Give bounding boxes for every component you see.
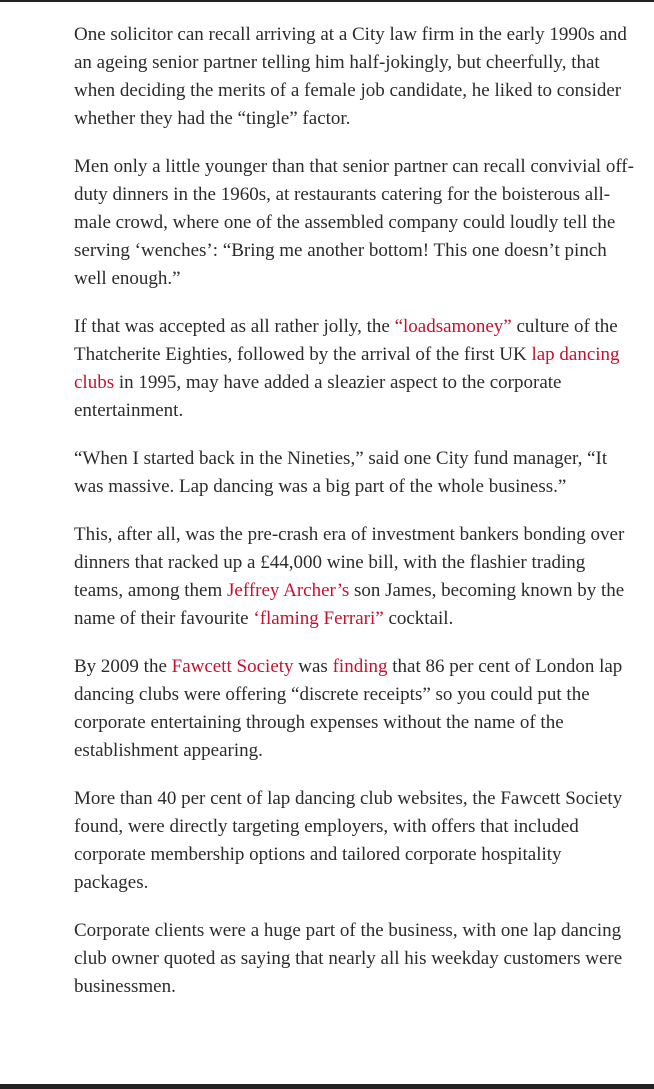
- paragraph-2-text: Men only a little younger than that senior partner can recall convivial off-duty dinners in the 1960s, at restaurants catering for the boisterous all-male crowd, where one of the assembled company could loudly tell the serving ‘wenches’: “Bring me another bottom! This one doesn’t pinch well enough.”: [74, 156, 634, 289]
- finding-link[interactable]: finding: [332, 656, 388, 677]
- jeffrey-archer-link[interactable]: Jeffrey Archer’s: [227, 580, 350, 601]
- paragraph-6-text-a: By 2009 the: [74, 656, 172, 677]
- paragraph-3-text-c: in 1995, may have added a sleazier aspect to the corporate entertainment.: [74, 372, 562, 421]
- paragraph-5-text-c: cocktail.: [383, 608, 454, 629]
- paragraph-8-text: Corporate clients were a huge part of the business, with one lap dancing club owner quoted as saying that nearly all his weekday customers were businessmen.: [74, 920, 623, 997]
- flaming-ferrari-link[interactable]: ‘flaming Ferrari”: [253, 608, 384, 629]
- paragraph-4: [74, 445, 636, 501]
- lap-dancing-clubs-link[interactable]: lap dancing clubs: [74, 344, 620, 393]
- paragraph-3-text-a: If that was accepted as all rather jolly, the: [74, 316, 395, 337]
- top-divider: [0, 0, 654, 2]
- paragraph-2: [74, 153, 636, 293]
- paragraph-4-text: “When I started back in the Nineties,” said one City fund manager, “It was massive. Lap dancing was a big part of the whole business.”: [74, 448, 608, 497]
- paragraph-3-text-b: culture of the Thatcherite Eighties, followed by the arrival of the first UK: [74, 316, 618, 365]
- paragraph-7-text: More than 40 per cent of lap dancing club websites, the Fawcett Society found, were directly targeting employers, with offers that included corporate membership options and tailored corporate hospitality packages.: [74, 788, 623, 893]
- paragraph-5-text-a: This, after all, was the pre-crash era of investment bankers bonding over dinners that racked up a £44,000 wine bill, with the flashier trading teams, among them: [74, 524, 625, 601]
- bottom-divider: [0, 1084, 654, 1089]
- paragraph-3: [74, 313, 636, 425]
- paragraph-6: [74, 653, 636, 765]
- paragraph-6-text-b: was: [293, 656, 333, 677]
- paragraph-6-text-c: that 86 per cent of London lap dancing clubs were offering “discrete receipts” so you could put the corporate entertaining through expenses without the name of the establishment appearing.: [74, 656, 623, 761]
- paragraph-5: [74, 521, 636, 633]
- paragraph-1-text: One solicitor can recall arriving at a City law firm in the early 1990s and an ageing senior partner telling him half-jokingly, but cheerfully, that when deciding the merits of a female job candidate, he liked to consider whether they had the “tingle” factor.: [74, 24, 627, 129]
- paragraph-7: [74, 785, 636, 897]
- loadsamoney-link[interactable]: “loadsamoney”: [394, 316, 512, 337]
- paragraph-5-text-b: son James, becoming known by the name of their favourite: [74, 580, 625, 629]
- paragraph-1: [74, 21, 636, 133]
- fawcett-society-link[interactable]: Fawcett Society: [171, 656, 294, 677]
- paragraph-8: [74, 917, 636, 1001]
- article-body: [74, 21, 636, 1021]
